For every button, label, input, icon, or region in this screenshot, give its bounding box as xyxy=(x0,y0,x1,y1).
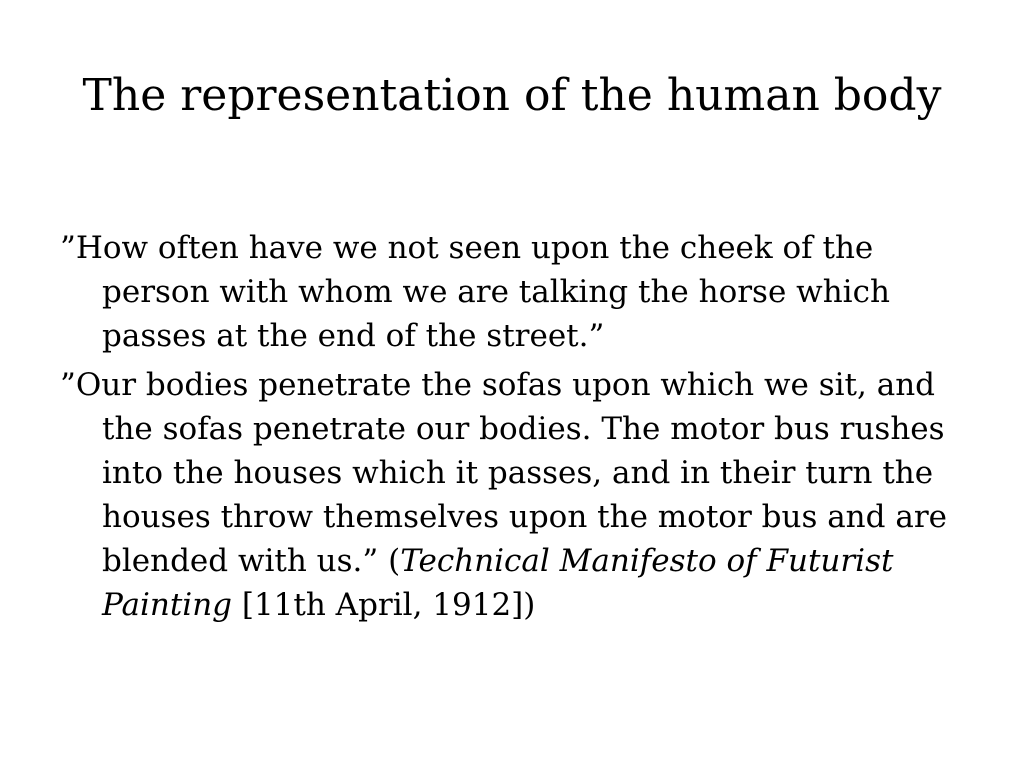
citation-work-title: Technical Manifesto of Futurist Painting xyxy=(102,543,894,623)
quote-paragraph-2 xyxy=(60,363,980,627)
slide-body xyxy=(60,226,980,632)
slide-title: The representation of the human body xyxy=(82,70,942,121)
quote-text-2: ”Our bodies penetrate the sofas upon which we sit, and the sofas penetrate our bodies. The motor bus rushes into the houses which it passes, and in their turn the houses throw themselves upon the motor bus and are blended with us.” xyxy=(60,367,947,579)
citation-date: [11th April, 1912]) xyxy=(232,587,536,623)
citation-open: ( xyxy=(388,543,401,579)
quote-paragraph-1: ”How often have we not seen upon the cheek of the person with whom we are talking the horse which passes at the end of the street.” xyxy=(60,230,890,354)
